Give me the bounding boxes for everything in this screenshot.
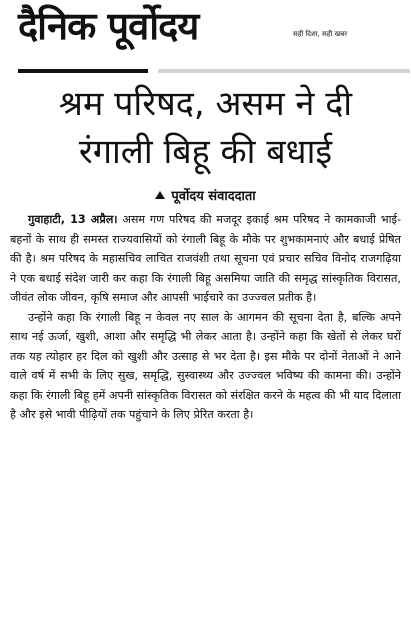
newspaper-logo: दैनिक पूर्वोदय: [18, 4, 199, 48]
byline: [8, 186, 403, 204]
newspaper-tagline: सही दिशा, सही खबर: [293, 30, 348, 38]
article-paragraph-2: उन्होंने कहा कि रंगाली बिहू न केवल नए साल के आगमन की सूचना देता है, बल्कि अपने साथ नई ऊर्जा, खुशी, आशा और समृद्धि भी लेकर आता है। उन्होंने कहा कि खेतों से लेकर घरों तक यह त्योहार हर दिल को खुशी और उत्साह से भर देता है। इस मौके पर दोनों नेताओं ने आने वाले वर्ष में सभी के लिए सुख, समृद्धि, सुस्वास्थ्य और उज्ज्वल भविष्य की कामना की। उन्होंने कहा कि रंगाली बिहू हमें अपनी सांस्कृतिक विरासत को संरक्षित करने के महत्व की भी याद दिलाता है और इसे भावी पीढ़ियों तक पहुंचाने के लिए प्रेरित करता है।: [10, 310, 401, 421]
triangle-icon: [155, 191, 165, 199]
byline-text: पूर्वोदय संवाददाता: [171, 189, 256, 204]
masthead: [8, 0, 403, 78]
headline-line-2: रंगाली बिहू की बधाई: [78, 132, 333, 172]
masthead-rule-dark: [18, 69, 148, 73]
masthead-rule-light: [158, 69, 410, 73]
article-paragraph-1: [10, 210, 401, 308]
headline: [12, 80, 399, 176]
article-body: [10, 210, 401, 425]
headline-line-1: श्रम परिषद, असम ने दी: [58, 84, 353, 124]
article-paragraph-1-text: असम गण परिषद की मजदूर इकाई श्रम परिषद ने कामकाजी भाई-बहनों के साथ ही समस्त राज्यवासियों को रंगाली बिहू के मौके पर शुभकामनाएं और बधाई प्रेषित की है। श्रम परिषद के महासचिव लाचित राजवंशी तथा सूचना एवं प्रचार सचिव विनोद राजगढ़िया ने एक बधाई संदेश जारी कर कहा कि रंगाली बिहू असमिया जाति की समृद्ध सांस्कृतिक विरासत, जीवंत लोक जीवन, कृषि समाज और आपसी भाईचारे का उज्ज्वल प्रतीक है।: [10, 213, 401, 304]
dateline: गुवाहाटी, 13 अप्रैल।: [28, 213, 118, 226]
